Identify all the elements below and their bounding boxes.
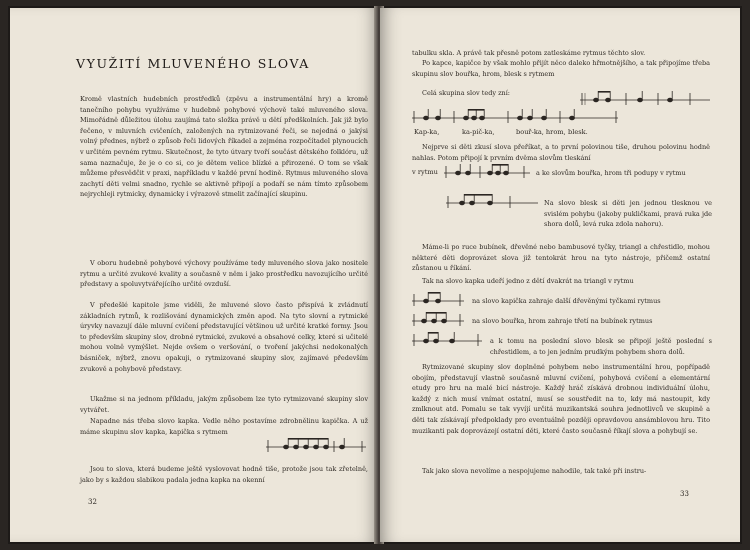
paragraph: Po kapce, kapičce by však mohlo přijít něco daleko hřmotnějšího, a tak připojíme třeba skupinu slov bouřka, hrom, blesk s rytmem: [412, 59, 710, 78]
chapter-title: VYUŽITÍ MLUVENÉHO SLOVA: [76, 56, 310, 71]
paragraph: V oboru hudebně pohybové výchovy používáme tedy mluveného slova jako nositele rytmu a určité zvukové kvality a současně v něm i jako prostředku navozujícího určité představy a spoluvytvářejícího určité ovzduší.: [80, 259, 368, 289]
paragraph: na slovo kapička zahraje další dřevěnými tyčkami rytmus: [472, 297, 661, 305]
rhythm-notation: [446, 192, 542, 210]
syllable-label: ka-pič-ka,: [462, 128, 495, 136]
paragraph: a ke slovům bouřka, hrom tři podupy v rytmu: [536, 169, 686, 177]
paragraph: V předešlé kapitole jsme viděli, že mluvené slovo často přispívá k zvládnutí základních rytmů, k rozlišování dynamických změn apod. Na tyto slovní a rytmické úryvky navazují dále mluvní cvičení představující většinou už určité kratké formy. Jsou to především skupiny slov, drobné rytmické, zvukové a obsahové celky, které si učitelé mohou volně vymýšlet. Nejde ovšem o veršování, o tvoření jakýchsi nedokonalých básniček, nýbrž, znovu opakuji, o rytmizované skupiny slov, zajímavé především zvukově a pohybově představy.: [80, 301, 368, 373]
paragraph: Tak jako slova nevolíme a nespojujeme nahodile, tak také při instru-: [422, 467, 647, 475]
rhythm-notation: [412, 290, 468, 308]
rhythm-notation: [444, 162, 534, 180]
paragraph: a k tomu na poslední slovo blesk se připojí ještě poslední s chřestidlem, a to jen jedním prudkým pohybem shora dolů.: [490, 337, 712, 356]
paragraph: Napadne nás třeba slovo kapka. Vedle něho postavíme zdrobnělinu kapička. A už máme skupinu slov kapka, kapička s rytmem: [80, 417, 368, 436]
left-page: [10, 8, 378, 542]
paragraph: Máme-li po ruce bubínek, dřevěné nebo bambusové tyčky, triangl a chřestidlo, mohou některé děti doprovázet slova již tentokrát hrou na tyto nástroje, přičemž ostatní zůstanou u říkání.: [412, 243, 710, 273]
paragraph: na slovo bouřka, hrom zahraje třetí na bubínek rytmus: [472, 317, 653, 325]
paragraph: Nejprve si děti zkusí slova přeříkat, a to první polovinou tiše, druhou polovinu hodně nahlas. Potom připojí k prvním dvěma slovům tleskání: [412, 143, 710, 162]
paragraph: Na slovo blesk si děti jen jednou tlesknou ve svislém pohybu (jakoby pukličkami, pravá ruka jde shora dolů, levá ruka zdola nahoru).: [544, 199, 712, 229]
paragraph: Kromě vlastních hudebních prostředků (zpěvu a instrumentální hry) a kromě tanečního pohybu využíváme v hudebně pohybové výchově také mluveného slova. Mimořádně důležitou úlohu zaujímá tato složka právě u dětí předškolních. Jak již bylo řečeno, v mluvních cvičeních, založených na rytmizované řeči, se nejedná o jakýsi volný přednes, nýbrž o způsob řeči lidových říkadel a zejména rozpočítadel plynoucích v určitém pevném rytmu. Skutečnost, že tyto útvary tvoří součást dětského folklóru, už sama naznačuje, že je o co si, co je dětem velice blízké a přirozené. O tom se však můžeme přesvědčit v praxi, napříkladu v každé první hodině. Rytmus mluveného slova zachytí děti velmi snadno, rychle se aktivně připojí a podaří se nám tímto způsobem nejrychleji rytmicky, dynamicky i výrazově stmelit začínající skupinu.: [80, 95, 368, 199]
rhythm-notation: [266, 436, 370, 454]
page-number: 33: [680, 490, 689, 498]
page-number: 32: [88, 498, 97, 506]
syllable-label: bouř-ka, hrom,: [516, 128, 566, 136]
rhythm-notation: [412, 310, 468, 328]
paragraph: Jsou to slova, která budeme ještě vyslovovat hodně tiše, protože jsou tak zřetelně, jako by s každou slabikou padala jedna kapka na okenní: [80, 465, 368, 484]
open-book: [8, 6, 742, 544]
right-page: [380, 8, 740, 542]
rhythm-notation: [412, 330, 486, 348]
syllable-label: Kap-ka,: [414, 128, 440, 136]
rhythm-notation-full: [412, 104, 622, 126]
inline-text: v rytmu: [412, 168, 438, 176]
paragraph: Tak na slovo kapka udeří jedno z dětí dvakrát na triangl v rytmu: [422, 277, 634, 285]
paragraph: Celá skupina slov tedy zní:: [422, 89, 510, 97]
paragraph: Rytmizované skupiny slov doplněné pohybem nebo instrumentální hrou, popřípadě obojím, představují vlastně současně mluvní cvičení, pohybová cvičení a elementární etudy pro hru na malé bicí nástroje. Každý hráč získává drobnou individuální úlohu, každý z nich musí vnímat ostatní, musí se soustředit na to, kdy má nastoupit, kdy zmlknout atd. Pomalu se tak vyvíjí určitá muzikantská souhra jednotlivců ve skupině a děti tak získávají předpoklady pro eventuálně později opravdovou ansámblovou hru. Tito muzikanti pak doprovázejí ostatní děti, které často současně říkají slova a pohybují se.: [412, 363, 710, 435]
syllable-label: blesk.: [568, 128, 588, 136]
paragraph: tabulku skla. A právě tak přesně potom zatleskáme rytmus těchto slov.: [412, 49, 646, 57]
paragraph: Ukažme si na jednom příkladu, jakým způsobem lze tyto rytmizované skupiny slov vytvářet.: [80, 395, 368, 414]
